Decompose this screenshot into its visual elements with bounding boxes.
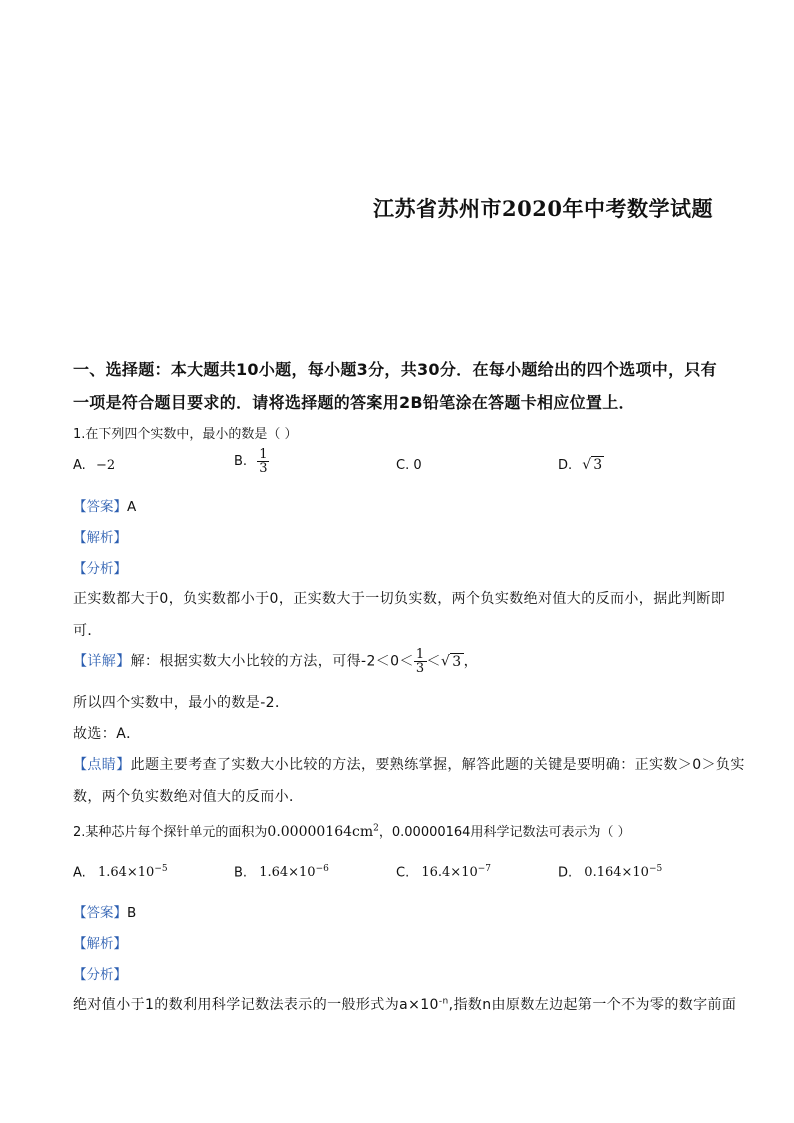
q1-option-d-sqrt: √ 3 <box>582 457 603 473</box>
page-title: 江苏省苏州市2020年中考数学试题 <box>373 196 713 221</box>
q1-dianjing-line-2: 数，两个负实数绝对值大的反而小． <box>73 789 304 805</box>
q2-fenxi-text-a: 绝对值小于1的数利用科学记数法表示的一般形式为a×10 <box>73 997 439 1013</box>
q2-stem-text-a: 2.某种芯片每个探针单元的面积为 <box>73 825 268 840</box>
q1-option-b-numerator: 1 <box>259 447 268 462</box>
q2-stem-text-b: ，0.00000164用科学记数法可表示为（ ） <box>378 825 631 840</box>
q1-option-b <box>234 448 269 475</box>
q1-detail-text-a: 解：根据实数大小比较的方法，可得-2＜0＜ <box>130 653 414 670</box>
q2-stem-exponent: 2 <box>373 823 379 834</box>
q1-option-c: C. 0 <box>396 458 422 473</box>
q1-fenxi-line-1: 正实数都大于0，负实数都小于0，正实数大于一切负实数，两个负实数绝对值大的反而小，据此判断即 <box>73 591 726 607</box>
q2-option-a-exp: −5 <box>154 864 168 874</box>
q1-conclusion: 所以四个实数中，最小的数是-2． <box>73 695 290 711</box>
q2-fenxi-text-b: ,指数n由原数左边起第一个不为零的数字前面 <box>448 997 737 1013</box>
q2-analysis-tag: 【解析】 <box>73 936 127 952</box>
q1-choice: 故选：A． <box>73 726 141 742</box>
q1-fenxi-tag: 【分析】 <box>73 561 127 577</box>
q2-answer-value: B <box>127 905 137 921</box>
q1-detail-sqrt: √ 3 <box>440 653 462 670</box>
q1-option-a-label: A. <box>73 458 86 473</box>
q1-detail-tag: 【详解】 <box>73 653 131 670</box>
q1-detail <box>73 648 478 675</box>
q1-detail-denominator: 3 <box>415 661 425 676</box>
q2-option-d <box>558 864 662 880</box>
section-heading-line-1: 一、选择题：本大题共10小题，每小题3分，共30分．在每小题给出的四个选项中，只有 <box>73 360 717 379</box>
q1-option-d-radicand: 3 <box>593 457 603 473</box>
q1-option-d-label: D. <box>558 458 573 473</box>
q2-option-a-base: 1.64×10 <box>97 865 155 881</box>
q2-stem-value: 0.00000164cm <box>267 824 374 840</box>
q2-answer-tag: 【答案】 <box>73 905 127 921</box>
q1-answer-value: A <box>127 499 137 515</box>
q2-option-b-label: B. <box>234 865 248 881</box>
question-2-stem <box>73 821 631 840</box>
question-1-stem: 1.在下列四个实数中，最小的数是（ ） <box>73 427 298 442</box>
q1-detail-fraction <box>414 648 427 675</box>
q2-answer <box>73 901 136 921</box>
q1-detail-text-c: ， <box>463 653 478 670</box>
q2-option-d-base: 0.164×10 <box>584 865 649 881</box>
q2-fenxi-line-1 <box>73 994 736 1014</box>
q1-detail-numerator: 1 <box>415 647 425 662</box>
q2-option-c-base: 16.4×10 <box>421 865 478 881</box>
q1-detail-radicand: 3 <box>452 653 462 670</box>
q2-option-b-base: 1.64×10 <box>259 865 316 881</box>
q2-option-d-exp: −5 <box>648 864 663 874</box>
q2-option-c-exp: −7 <box>477 864 492 874</box>
q1-dianjing-tag: 【点睛】 <box>73 757 131 773</box>
q1-option-a <box>73 458 115 473</box>
q1-analysis-tag: 【解析】 <box>73 530 127 546</box>
q1-option-b-denominator: 3 <box>259 461 268 476</box>
q1-dianjing-line-1 <box>73 754 745 774</box>
q1-detail-text-b: ＜ <box>426 653 441 670</box>
q1-dianjing-text: 此题主要考查了实数大小比较的方法，要熟练掌握，解答此题的关键是要明确：正实数＞0＞负实 <box>130 757 745 773</box>
q1-option-d <box>558 457 604 473</box>
q1-answer <box>73 495 136 515</box>
q1-option-b-label: B. <box>234 454 248 469</box>
q2-option-c-label: C. <box>396 865 410 881</box>
q1-fenxi-line-2: 可． <box>73 623 102 639</box>
q2-option-c <box>396 864 491 880</box>
q2-option-b-exp: −6 <box>315 864 329 874</box>
q2-option-d-label: D. <box>558 865 573 881</box>
q2-fenxi-exponent: -n <box>438 996 449 1007</box>
q2-option-a <box>73 864 168 880</box>
q1-answer-tag: 【答案】 <box>73 499 127 515</box>
q2-fenxi-tag: 【分析】 <box>73 967 127 983</box>
section-heading-line-2: 一项是符合题目要求的．请将选择题的答案用2B铅笔涂在答题卡相应位置上． <box>73 393 635 412</box>
q2-option-b <box>234 864 329 880</box>
q2-option-a-label: A. <box>73 865 86 881</box>
q1-option-a-value: −2 <box>95 458 116 473</box>
q1-option-b-fraction <box>257 448 269 475</box>
